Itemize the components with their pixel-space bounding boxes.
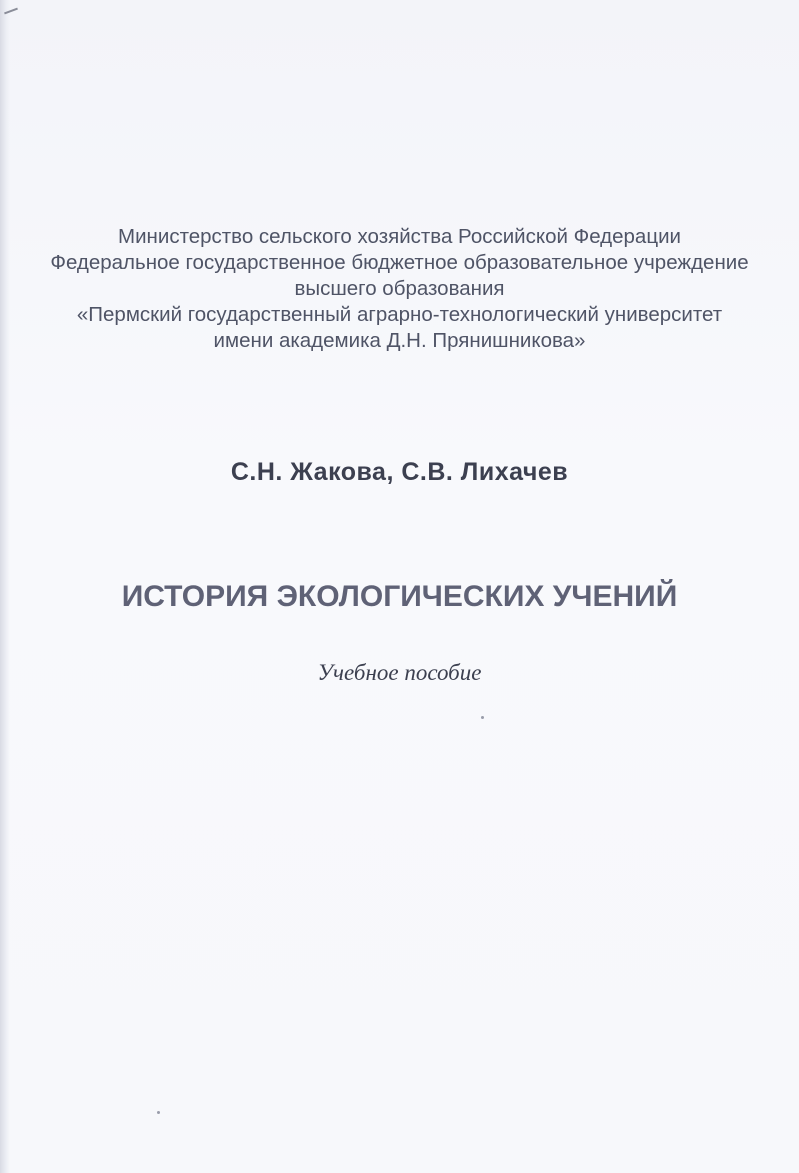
book-title: ИСТОРИЯ ЭКОЛОГИЧЕСКИХ УЧЕНИЙ [121, 580, 678, 613]
authors: С.Н. Жакова, С.В. Лихачев [230, 458, 569, 486]
book-subtitle: Учебное пособие [317, 660, 482, 685]
university-name-line: «Пермский государственный аграрно-технологический университет [76, 303, 723, 326]
paper-speck [481, 716, 484, 719]
institution-header [0, 224, 799, 354]
university-namesake-line: имени академика Д.Н. Прянишникова» [213, 329, 586, 352]
institution-type-line: Федеральное государственное бюджетное образовательное учреждение [50, 251, 749, 274]
paper-speck [157, 1111, 160, 1114]
ministry-line: Министерство сельского хозяйства Российской Федерации [118, 225, 681, 248]
education-level-line: высшего образования [294, 277, 505, 300]
